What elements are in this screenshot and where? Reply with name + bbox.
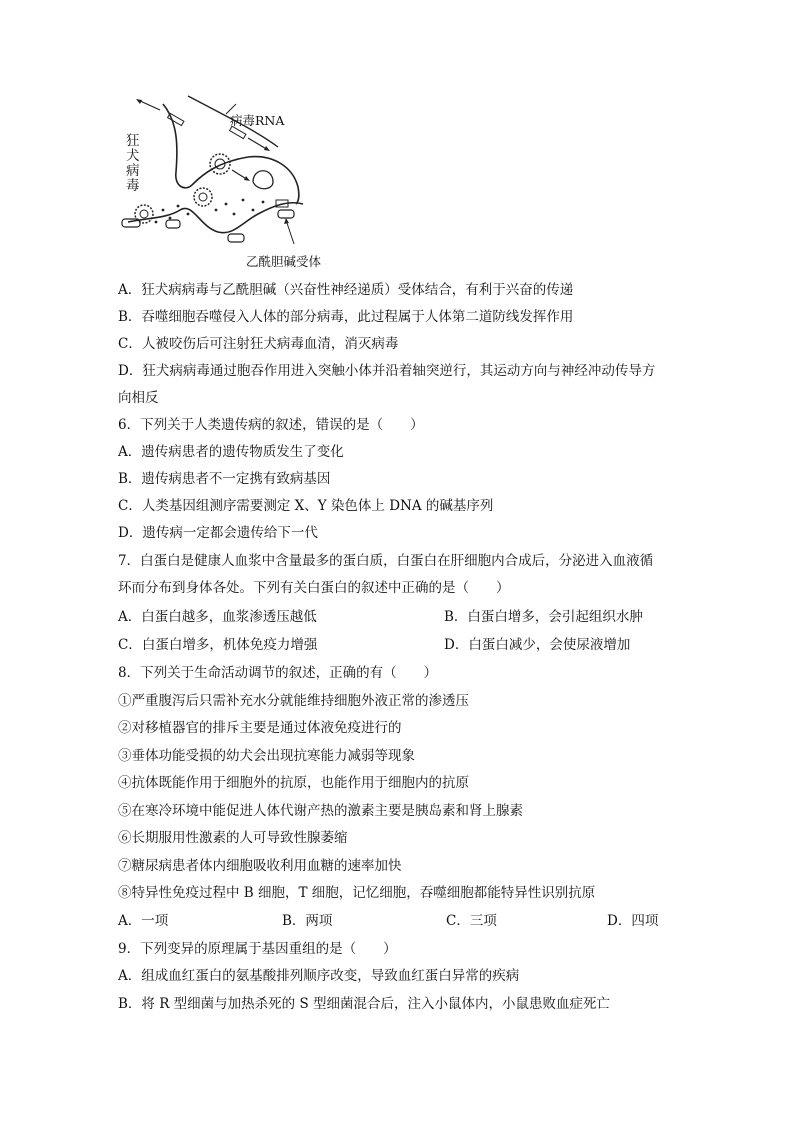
q5-option-a: A．狂犬病病毒与乙酰胆碱（兴奋性神经递质）受体结合，有利于兴奋的传递 — [118, 282, 574, 298]
q8-item: ③垂体功能受损的幼犬会出现抗寒能力减弱等现象 — [118, 748, 415, 764]
q8-item: ⑥长期服用性激素的人可导致性腺萎缩 — [118, 830, 348, 846]
q5-option-d-line1: D．狂犬病病毒通过胞吞作用进入突触小体并沿着轴突逆行，其运动方向与神经冲动传导方 — [118, 363, 656, 379]
q7-option-b: B．白蛋白增多，会引起组织水肿 — [444, 609, 643, 625]
q9-stem: 9．下列变异的原理属于基因重组的是（ ） — [118, 941, 397, 957]
vertical-char: 犬 — [126, 148, 140, 164]
q8-item: ⑦糖尿病患者体内细胞吸收利用血糖的速率加快 — [118, 858, 402, 874]
q6-option-d: D．遗传病一定都会遗传给下一代 — [118, 525, 318, 541]
q8-item: ④抗体既能作用于细胞外的抗原，也能作用于细胞内的抗原 — [118, 775, 469, 791]
q7-stem-line2: 环而分布到身体各处。下列有关白蛋白的叙述中正确的是（ ） — [118, 580, 510, 596]
q7-option-d: D．白蛋白减少，会使尿液增加 — [444, 637, 631, 653]
virus-particle-icon — [135, 205, 153, 223]
vertical-char: 病 — [126, 163, 140, 179]
q8-item: ②对移植器官的排斥主要是通过体液免疫进行的 — [118, 720, 402, 736]
q8-option-c: C．三项 — [446, 913, 497, 929]
q5-option-d-line2: 向相反 — [118, 390, 159, 406]
q7-option-c: C．白蛋白增多，机体免疫力增强 — [118, 637, 318, 653]
q6-option-c: C．人类基因组测序需要测定 X、Y 染色体上 DNA 的碱基序列 — [118, 498, 494, 514]
q8-item: ⑤在寒冷环境中能促进人体代谢产热的激素主要是胰岛素和肾上腺素 — [118, 803, 523, 819]
q8-option-b: B．两项 — [282, 913, 333, 929]
q9-option-a: A．组成血红蛋白的氨基酸排列顺序改变，导致血红蛋白异常的疾病 — [118, 968, 520, 984]
q5-option-b: B．吞噬细胞吞噬侵入人体的部分病毒，此过程属于人体第二道防线发挥作用 — [118, 309, 574, 325]
q8-item: ①严重腹泻后只需补充水分就能维持细胞外液正常的渗透压 — [118, 693, 469, 709]
virus-particle-icon — [194, 188, 212, 206]
q8-item: ⑧特异性免疫过程中 B 细胞，T 细胞，记忆细胞，吞噬细胞都能特异性识别抗原 — [118, 885, 596, 901]
q8-option-d: D．四项 — [607, 913, 659, 929]
receptor-label: 乙酰胆碱受体 — [246, 254, 322, 269]
q9-option-b: B．将 R 型细菌与加热杀死的 S 型细菌混合后，注入小鼠体内，小鼠患败血症死亡 — [118, 996, 610, 1012]
rabies-virus-vertical-label — [126, 134, 140, 194]
vertical-char: 狂 — [126, 133, 140, 149]
q6-option-a: A．遗传病患者的遗传物质发生了变化 — [118, 444, 344, 460]
q7-option-a: A．白蛋白越多，血浆渗透压越低 — [118, 609, 317, 625]
synapse-diagram — [108, 92, 338, 262]
q5-option-c: C．人被咬伤后可注射狂犬病毒血清，消灭病毒 — [118, 336, 399, 352]
virus-particle-icon — [210, 154, 230, 174]
q8-stem: 8．下列关于生命活动调节的叙述，正确的有（ ） — [118, 665, 438, 681]
q7-stem-line1: 7．白蛋白是健康人血浆中含量最多的蛋白质，白蛋白在肝细胞内合成后，分泌进入血液循 — [118, 553, 654, 569]
virus-rna-label: 病毒RNA — [230, 113, 285, 128]
vertical-char: 毒 — [126, 178, 140, 194]
q8-option-a: A．一项 — [118, 913, 169, 929]
q6-stem: 6．下列关于人类遗传病的叙述，错误的是（ ） — [118, 417, 424, 433]
q6-option-b: B．遗传病患者不一定携有致病基因 — [118, 471, 331, 487]
